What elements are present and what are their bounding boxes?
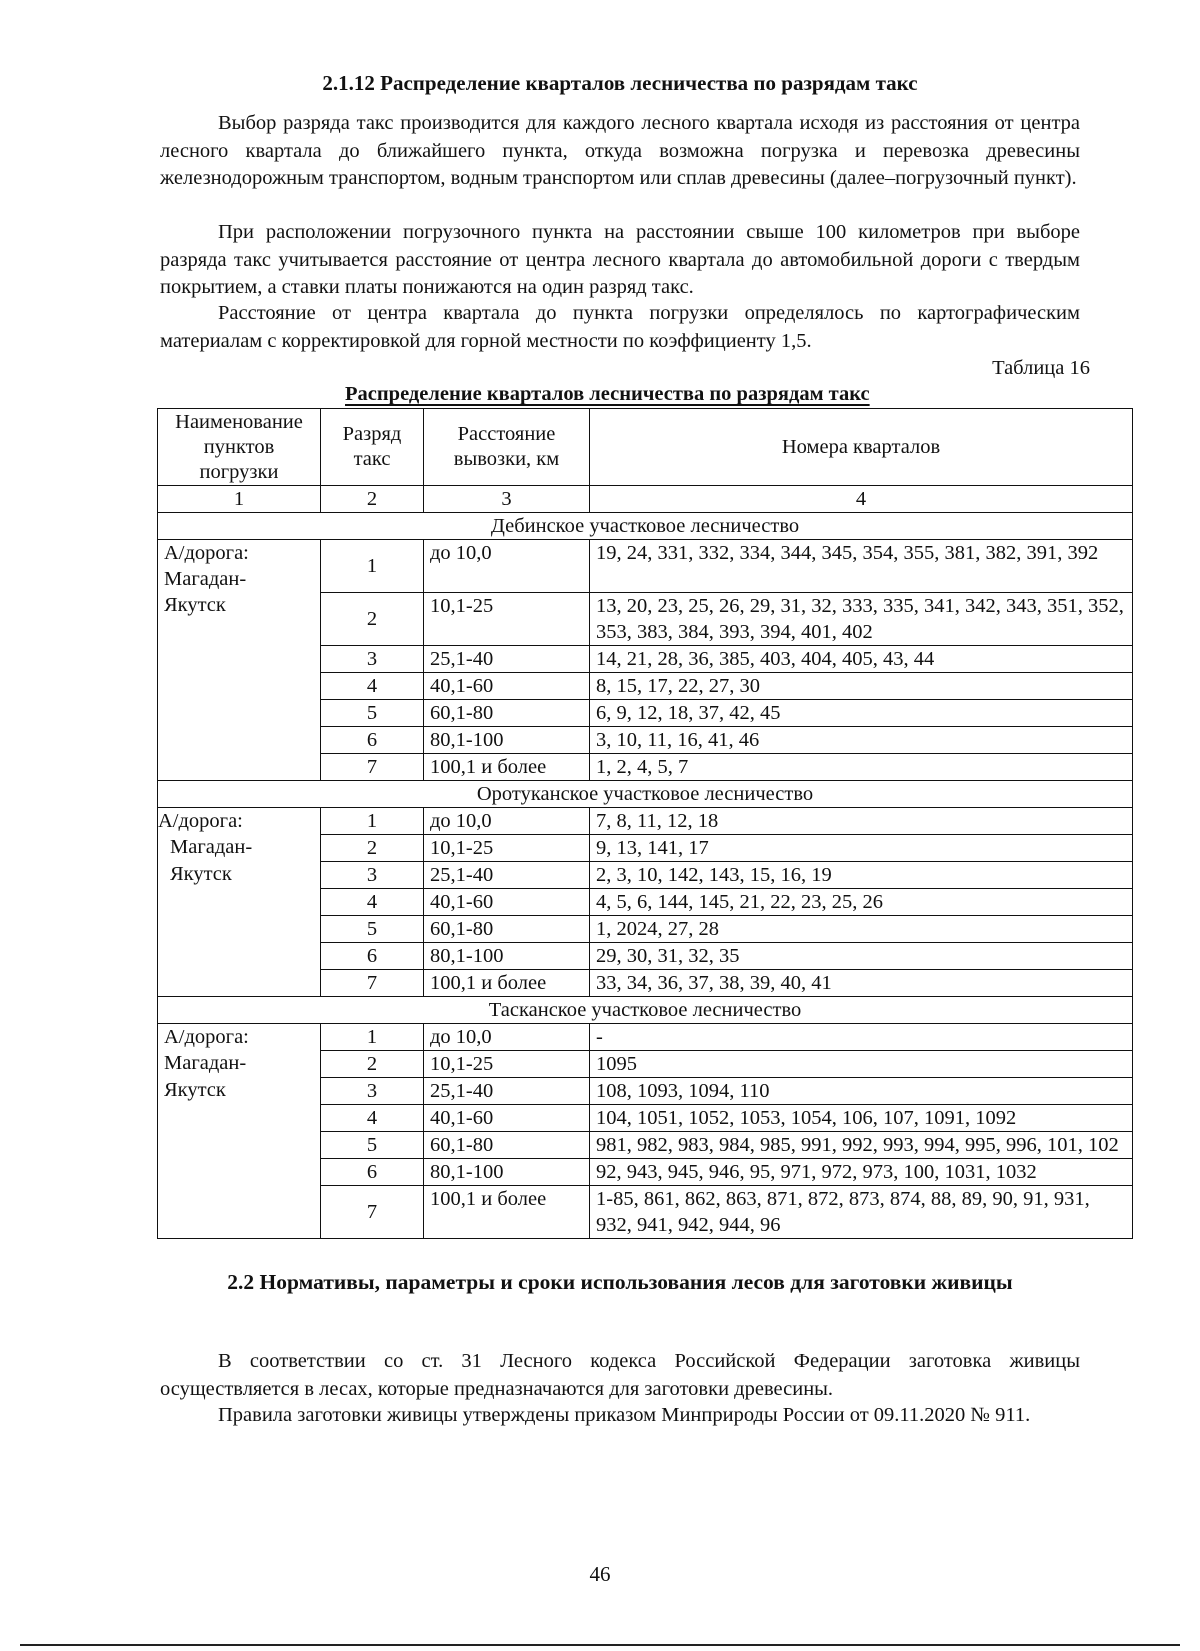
quarters-cell: 29, 30, 31, 32, 35 bbox=[590, 942, 1133, 969]
table-row bbox=[158, 1050, 1133, 1077]
distance-cell: до 10,0 bbox=[424, 807, 590, 834]
header-number: 4 bbox=[590, 486, 1133, 513]
distance-cell: 80,1-100 bbox=[424, 1158, 590, 1185]
header-number: 1 bbox=[158, 486, 321, 513]
table-row bbox=[158, 645, 1133, 672]
rank-cell: 5 bbox=[321, 699, 424, 726]
distance-cell: 25,1-40 bbox=[424, 645, 590, 672]
table-row bbox=[158, 807, 1133, 834]
rank-cell: 7 bbox=[321, 969, 424, 996]
quarters-cell: 981, 982, 983, 984, 985, 991, 992, 993, 994, 995, 996, 101, 102 bbox=[590, 1131, 1133, 1158]
loading-point-cell: Якутск bbox=[158, 1077, 321, 1104]
header-loading-point: Наименование пунктов погрузки bbox=[158, 409, 321, 486]
rank-cell: 1 bbox=[321, 540, 424, 593]
rank-cell: 2 bbox=[321, 834, 424, 861]
distance-cell: 100,1 и более bbox=[424, 969, 590, 996]
distance-cell: 80,1-100 bbox=[424, 726, 590, 753]
section-title: 2.1.12 Распределение кварталов лесничества по разрядам такс bbox=[322, 71, 918, 95]
rank-cell: 7 bbox=[321, 753, 424, 780]
distance-cell: 25,1-40 bbox=[424, 861, 590, 888]
rank-cell: 3 bbox=[321, 1077, 424, 1104]
paragraph-2: При расположении погрузочного пункта на расстоянии свыше 100 километров при выборе разряда такс учитывается расстояние от центра лесного квартала до автомобильной дороги с твердым покрытием, а ставки платы понижаются на один разряд такс. bbox=[160, 221, 1080, 298]
quarters-cell: 3, 10, 11, 16, 41, 46 bbox=[590, 726, 1133, 753]
loading-point-cell bbox=[158, 1104, 321, 1131]
table-row bbox=[158, 1077, 1133, 1104]
table-row bbox=[158, 834, 1133, 861]
header-number-row bbox=[158, 486, 1133, 513]
section-2-title: 2.2 Нормативы, параметры и сроки использования лесов для заготовки живицы bbox=[227, 1270, 1013, 1294]
rank-cell: 6 bbox=[321, 1158, 424, 1185]
quarters-cell: - bbox=[590, 1023, 1133, 1050]
loading-point-cell: Магадан- bbox=[158, 566, 321, 592]
section-2-paragraph-2: Правила заготовки живицы утверждены приказом Минприроды России от 09.11.2020 № 911. bbox=[218, 1404, 1031, 1426]
table-number: Таблица 16 bbox=[992, 357, 1090, 379]
quarters-cell: 19, 24, 331, 332, 334, 344, 345, 354, 355, 381, 382, 391, 392 bbox=[590, 540, 1133, 593]
distance-cell: 40,1-60 bbox=[424, 1104, 590, 1131]
loading-point-cell bbox=[158, 1185, 321, 1238]
rank-cell: 2 bbox=[321, 1050, 424, 1077]
loading-point-cell: Якутск bbox=[158, 592, 321, 645]
loading-point-cell bbox=[158, 645, 321, 672]
loading-point-cell bbox=[158, 1158, 321, 1185]
loading-point-cell: Магадан- bbox=[158, 1050, 321, 1077]
header-number: 3 bbox=[424, 486, 590, 513]
table-row bbox=[158, 540, 1133, 567]
table-row bbox=[158, 726, 1133, 753]
distance-cell: 60,1-80 bbox=[424, 915, 590, 942]
table-row bbox=[158, 1185, 1133, 1238]
quarters-cell: 14, 21, 28, 36, 385, 403, 404, 405, 43, 44 bbox=[590, 645, 1133, 672]
tax-rank-table bbox=[157, 408, 1133, 1239]
distance-cell: 80,1-100 bbox=[424, 942, 590, 969]
quarters-cell: 1, 2024, 27, 28 bbox=[590, 915, 1133, 942]
rank-cell: 6 bbox=[321, 726, 424, 753]
rank-cell: 2 bbox=[321, 592, 424, 645]
group-name: Дебинское участковое лесничество bbox=[158, 513, 1133, 540]
table-row bbox=[158, 1104, 1133, 1131]
loading-point-cell bbox=[158, 672, 321, 699]
group-header-row bbox=[158, 513, 1133, 540]
table-row bbox=[158, 699, 1133, 726]
table-row bbox=[158, 888, 1133, 915]
distance-cell: 100,1 и более bbox=[424, 1185, 590, 1238]
rank-cell: 7 bbox=[321, 1185, 424, 1238]
loading-point-cell: А/дорога: bbox=[158, 1023, 321, 1050]
group-header-row bbox=[158, 780, 1133, 807]
rank-cell: 5 bbox=[321, 915, 424, 942]
quarters-cell: 33, 34, 36, 37, 38, 39, 40, 41 bbox=[590, 969, 1133, 996]
table-row bbox=[158, 915, 1133, 942]
scan-edge-line bbox=[20, 1644, 1180, 1646]
loading-point-cell bbox=[158, 1131, 321, 1158]
rank-cell: 4 bbox=[321, 888, 424, 915]
loading-point-cell bbox=[158, 915, 321, 942]
quarters-cell: 108, 1093, 1094, 110 bbox=[590, 1077, 1133, 1104]
group-name: Тасканское участковое лесничество bbox=[158, 996, 1133, 1023]
quarters-cell: 6, 9, 12, 18, 37, 42, 45 bbox=[590, 699, 1133, 726]
paragraph-3: Расстояние от центра квартала до пункта погрузки определялось по картографическим материалам с корректировкой для горной местности по коэффициенту 1,5. bbox=[160, 302, 1080, 352]
rank-cell: 5 bbox=[321, 1131, 424, 1158]
table-row bbox=[158, 592, 1133, 645]
table-row bbox=[158, 942, 1133, 969]
header-distance: Расстояние вывозки, км bbox=[424, 409, 590, 486]
quarters-cell: 1095 bbox=[590, 1050, 1133, 1077]
loading-point-cell bbox=[158, 726, 321, 753]
distance-cell: 10,1-25 bbox=[424, 1050, 590, 1077]
distance-cell: 60,1-80 bbox=[424, 699, 590, 726]
loading-point-cell: А/дорога: bbox=[158, 540, 321, 567]
loading-point-cell bbox=[158, 942, 321, 969]
rank-cell: 3 bbox=[321, 645, 424, 672]
rank-cell: 3 bbox=[321, 861, 424, 888]
header-number: 2 bbox=[321, 486, 424, 513]
quarters-cell: 1-85, 861, 862, 863, 871, 872, 873, 874, 88, 89, 90, 91, 931, 932, 941, 942, 944, 96 bbox=[590, 1185, 1133, 1238]
header-rank: Разряд такс bbox=[321, 409, 424, 486]
loading-point-cell bbox=[158, 888, 321, 915]
table-row bbox=[158, 969, 1133, 996]
distance-cell: 100,1 и более bbox=[424, 753, 590, 780]
quarters-cell: 7, 8, 11, 12, 18 bbox=[590, 807, 1133, 834]
distance-cell: до 10,0 bbox=[424, 540, 590, 593]
loading-point-cell bbox=[158, 753, 321, 780]
rank-cell: 6 bbox=[321, 942, 424, 969]
table-caption: Распределение кварталов лесничества по разрядам такс bbox=[345, 383, 870, 405]
table-row bbox=[158, 672, 1133, 699]
loading-point-cell: Магадан- bbox=[158, 834, 321, 861]
quarters-cell: 9, 13, 141, 17 bbox=[590, 834, 1133, 861]
header-row bbox=[158, 409, 1133, 486]
table-row bbox=[158, 1158, 1133, 1185]
rank-cell: 4 bbox=[321, 672, 424, 699]
loading-point-cell bbox=[158, 969, 321, 996]
quarters-cell: 104, 1051, 1052, 1053, 1054, 106, 107, 1091, 1092 bbox=[590, 1104, 1133, 1131]
rank-cell: 4 bbox=[321, 1104, 424, 1131]
quarters-cell: 2, 3, 10, 142, 143, 15, 16, 19 bbox=[590, 861, 1133, 888]
table-row bbox=[158, 861, 1133, 888]
loading-point-cell: Якутск bbox=[158, 861, 321, 888]
group-name: Оротуканское участковое лесничество bbox=[158, 780, 1133, 807]
table-row bbox=[158, 753, 1133, 780]
distance-cell: до 10,0 bbox=[424, 1023, 590, 1050]
quarters-cell: 8, 15, 17, 22, 27, 30 bbox=[590, 672, 1133, 699]
loading-point-cell bbox=[158, 699, 321, 726]
group-header-row bbox=[158, 996, 1133, 1023]
table-row bbox=[158, 1023, 1133, 1050]
paragraph-1: Выбор разряда такс производится для каждого лесного квартала исходя из расстояния от центра лесного квартала до ближайшего пункта, откуда возможна погрузка и перевозка древесины железнодорожным транспортом, водным транспортом или сплав древесины (далее–погрузочный пункт). bbox=[160, 112, 1080, 189]
distance-cell: 10,1-25 bbox=[424, 834, 590, 861]
distance-cell: 10,1-25 bbox=[424, 592, 590, 645]
header-quarters: Номера кварталов bbox=[590, 409, 1133, 486]
loading-point-cell: А/дорога: bbox=[158, 807, 321, 834]
rank-cell: 1 bbox=[321, 807, 424, 834]
table-row bbox=[158, 1131, 1133, 1158]
page-number: 46 bbox=[589, 1562, 611, 1586]
quarters-cell: 4, 5, 6, 144, 145, 21, 22, 23, 25, 26 bbox=[590, 888, 1133, 915]
distance-cell: 40,1-60 bbox=[424, 888, 590, 915]
distance-cell: 40,1-60 bbox=[424, 672, 590, 699]
distance-cell: 60,1-80 bbox=[424, 1131, 590, 1158]
quarters-cell: 13, 20, 23, 25, 26, 29, 31, 32, 333, 335, 341, 342, 343, 351, 352, 353, 383, 384, 393, 394, 401, 402 bbox=[590, 592, 1133, 645]
distance-cell: 25,1-40 bbox=[424, 1077, 590, 1104]
quarters-cell: 92, 943, 945, 946, 95, 971, 972, 973, 100, 1031, 1032 bbox=[590, 1158, 1133, 1185]
section-2-paragraph-1: В соответствии со ст. 31 Лесного кодекса Российской Федерации заготовка живицы осуществляется в лесах, которые предназначаются для заготовки древесины. bbox=[160, 1350, 1080, 1400]
rank-cell: 1 bbox=[321, 1023, 424, 1050]
quarters-cell: 1, 2, 4, 5, 7 bbox=[590, 753, 1133, 780]
